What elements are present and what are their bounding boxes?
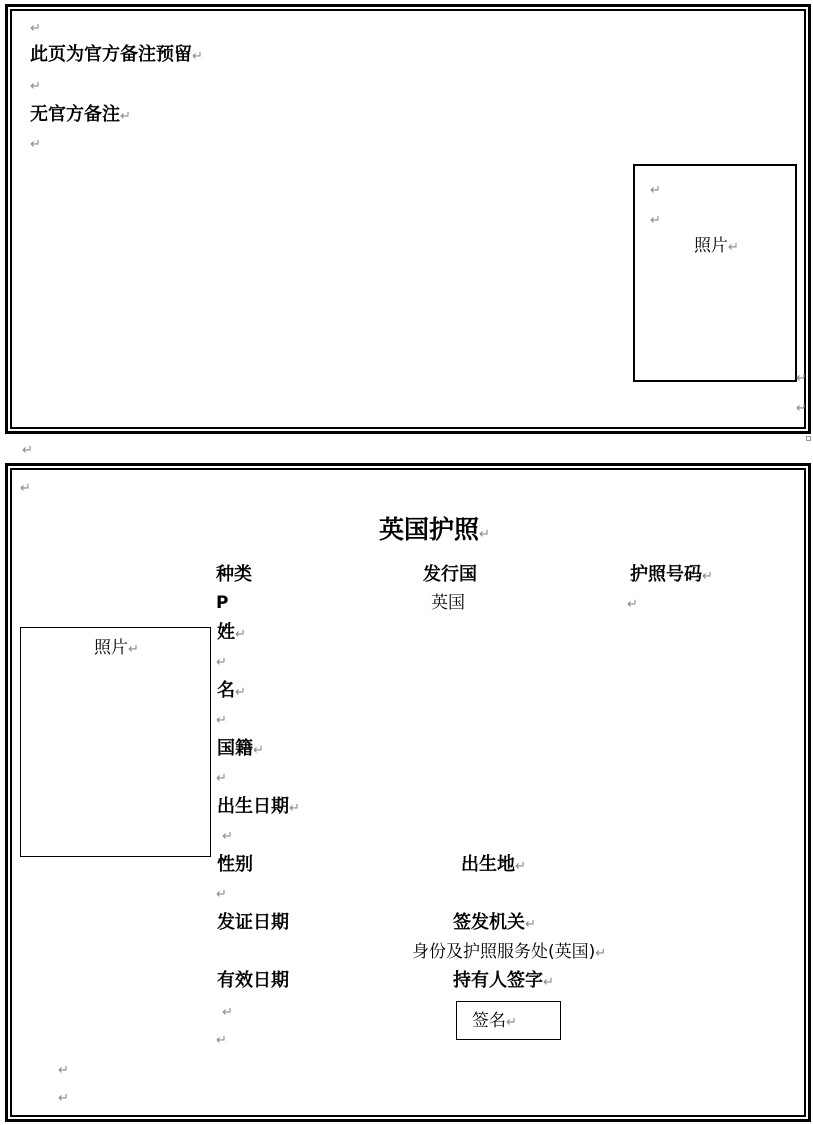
paragraph-mark: ↵ xyxy=(120,109,131,124)
place-of-birth-label: 出生地↵ xyxy=(461,854,526,875)
paragraph-mark: ↵ xyxy=(253,743,264,758)
paragraph-mark: ↵ xyxy=(30,137,41,152)
paragraph-mark: ↵ xyxy=(728,240,739,255)
paragraph-mark: ↵ xyxy=(216,887,227,902)
paragraph-mark: ↵ xyxy=(222,1005,233,1020)
no-official-notes-text: 无官方备注↵ xyxy=(30,104,131,125)
paragraph-mark: ↵ xyxy=(222,829,233,844)
paragraph-mark: ↵ xyxy=(650,213,661,228)
paragraph-mark: ↵ xyxy=(506,1015,517,1030)
paragraph-mark: ↵ xyxy=(20,481,31,496)
type-value: P xyxy=(216,593,229,613)
paragraph-mark: ↵ xyxy=(796,401,807,416)
paragraph-mark: ↵ xyxy=(192,49,203,64)
paragraph-mark: ↵ xyxy=(650,183,661,198)
bottom-photo-box xyxy=(20,627,211,857)
paragraph-mark: ↵ xyxy=(515,859,526,874)
top-photo-label: 照片↵ xyxy=(694,236,739,256)
paragraph-mark: ↵ xyxy=(289,801,300,816)
paragraph-mark: ↵ xyxy=(543,975,554,990)
passport-title: 英国护照↵ xyxy=(379,515,490,544)
given-name-label: 名↵ xyxy=(217,680,246,701)
paragraph-mark: ↵ xyxy=(525,917,536,932)
paragraph-mark: ↵ xyxy=(30,21,41,36)
paragraph-mark: ↵ xyxy=(702,569,713,584)
signature-box-label: 签名↵ xyxy=(472,1011,517,1031)
sex-label: 性别 xyxy=(217,854,253,875)
issuing-country-label: 发行国 xyxy=(423,564,477,585)
paragraph-mark: ↵ xyxy=(627,597,638,612)
official-notes-reserved-text: 此页为官方备注预留↵ xyxy=(30,44,203,65)
paragraph-mark: ↵ xyxy=(58,1091,69,1106)
date-of-issue-label: 发证日期 xyxy=(217,912,289,933)
paragraph-mark: ↵ xyxy=(235,627,246,642)
paragraph-mark: ↵ xyxy=(479,527,490,542)
paragraph-mark: ↵ xyxy=(216,771,227,786)
paragraph-mark: ↵ xyxy=(216,713,227,728)
issuing-authority-value: 身份及护照服务处(英国)↵ xyxy=(412,942,607,962)
paragraph-mark: ↵ xyxy=(128,642,139,657)
paragraph-mark: ↵ xyxy=(235,685,246,700)
surname-label: 姓↵ xyxy=(217,622,246,643)
paragraph-mark: ↵ xyxy=(595,946,607,961)
date-of-birth-label: 出生日期↵ xyxy=(217,796,300,817)
paragraph-mark: ↵ xyxy=(796,371,807,386)
paragraph-mark: ↵ xyxy=(22,443,33,458)
issuing-country-value: 英国 xyxy=(431,593,465,613)
date-of-expiry-label: 有效日期 xyxy=(217,970,289,991)
paragraph-mark: ↵ xyxy=(58,1063,69,1078)
type-label: 种类 xyxy=(216,564,252,585)
paragraph-mark: ↵ xyxy=(216,1033,227,1048)
paragraph-mark: ↵ xyxy=(30,79,41,94)
table-corner-marker xyxy=(806,436,811,441)
paragraph-mark: ↵ xyxy=(216,655,227,670)
holder-signature-label: 持有人签字↵ xyxy=(453,970,554,991)
issuing-authority-label: 签发机关↵ xyxy=(453,912,536,933)
bottom-photo-label: 照片↵ xyxy=(94,638,139,658)
nationality-label: 国籍↵ xyxy=(217,738,264,759)
passport-number-label: 护照号码↵ xyxy=(630,564,713,585)
